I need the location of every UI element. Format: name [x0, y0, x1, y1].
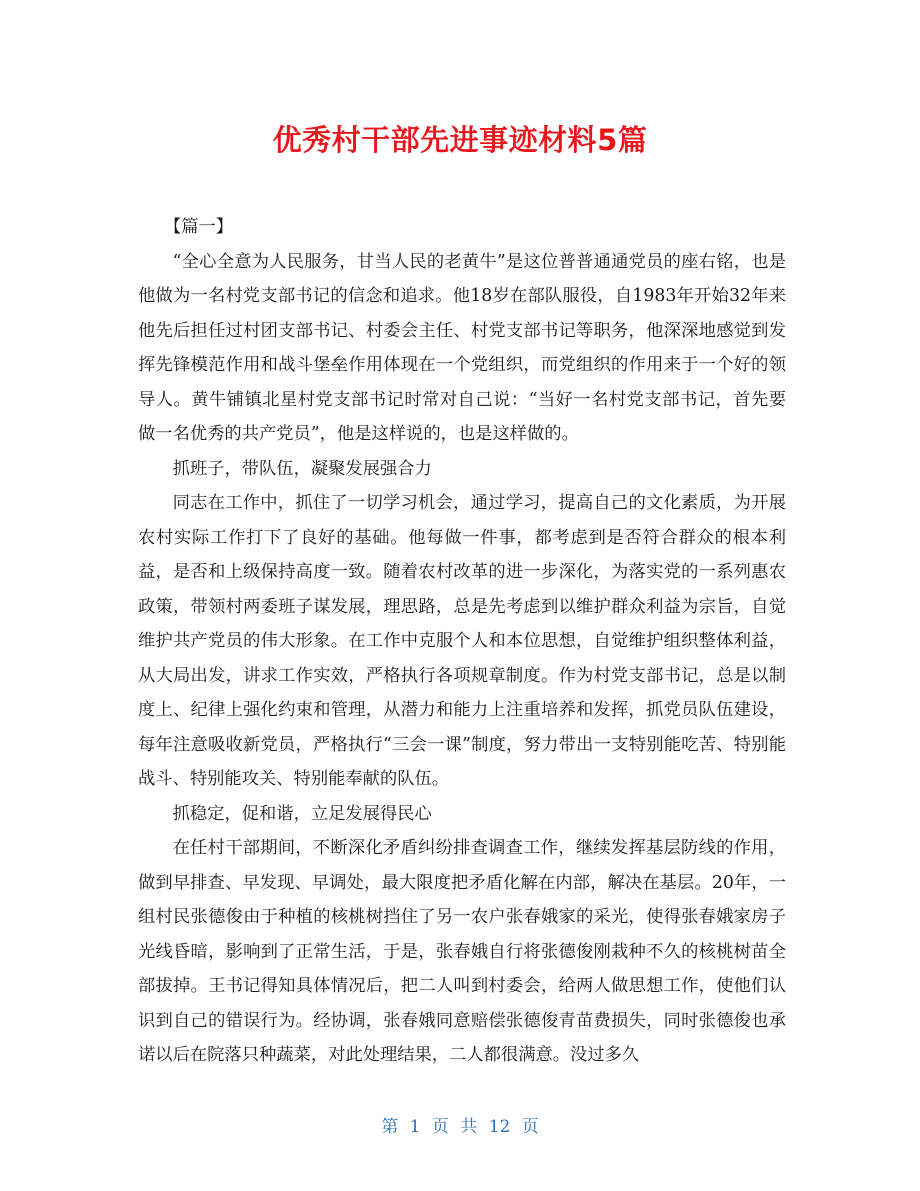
paragraph: 同志在工作中，抓住了一切学习机会，通过学习，提高自己的文化素质，为开展农村实际工作打下了良好的基础。他每做一件事，都考虑到是否符合群众的根本利益，是否和上级保持高度一致。随着农村改革的进一步深化，为落实党的一系列惠农政策，带领村两委班子谋发展，理思路，总是先考虑到以维护群众利益为宗旨，自觉维护共产党员的伟大形象。在工作中克服个人和本位思想，自觉维护组织整体利益，从大局出发，讲求工作实效，严格执行各项规章制度。作为村党支部书记，总是以制度上、纪律上强化约束和管理，从潜力和能力上注重培养和发挥，抓党员队伍建设，每年注意吸收新党员，严格执行“三会一课”制度，努力带出一支特别能吃苦、特别能战斗、特别能攻关、特别能奉献的队伍。: [138, 493, 786, 789]
section-heading: 【篇一】: [163, 217, 234, 237]
document-body: [138, 210, 786, 1073]
page-footer: 第 1 页 共 12 页: [381, 1117, 539, 1137]
document-title: 优秀村干部先进事迹材料5篇: [272, 123, 648, 157]
paragraph: “全心全意为人民服务，甘当人民的老黄牛”是这位普普通通党员的座右铭，也是他做为一名村党支部书记的信念和追求。他18岁在部队服役，自1983年开始32年来他先后担任过村团支部书记、村委会主任、村党支部书记等职务，他深深地感觉到发挥先锋模范作用和战斗堡垒作用体现在一个党组织，而党组织的作用来于一个好的领导人。黄牛铺镇北星村党支部书记时常对自己说：“当好一名村党支部书记，首先要做一名优秀的共产党员”，他是这样说的，也是这样做的。: [138, 251, 786, 444]
paragraph: 在任村干部期间，不断深化矛盾纠纷排查调查工作，继续发挥基层防线的作用，做到早排查、早发现、早调处，最大限度把矛盾化解在内部，解决在基层。20年，一组村民张德俊由于种植的核桃树挡住了另一农户张春娥家的采光，使得张春娥家房子光线昏暗，影响到了正常生活，于是，张春娥自行将张德俊刚栽种不久的核桃树苗全部拔掉。王书记得知具体情况后，把二人叫到村委会，给两人做思想工作，使他们认识到自己的错误行为。经协调，张春娥同意赔偿张德俊青苗费损失，同时张德俊也承诺以后在院落只种蔬菜，对此处理结果，二人都很满意。没过多久: [138, 838, 786, 1065]
subheading: 抓稳定，促和谐，立足发展得民心: [172, 803, 432, 824]
subheading: 抓班子，带队伍，凝聚发展强合力: [172, 458, 432, 479]
